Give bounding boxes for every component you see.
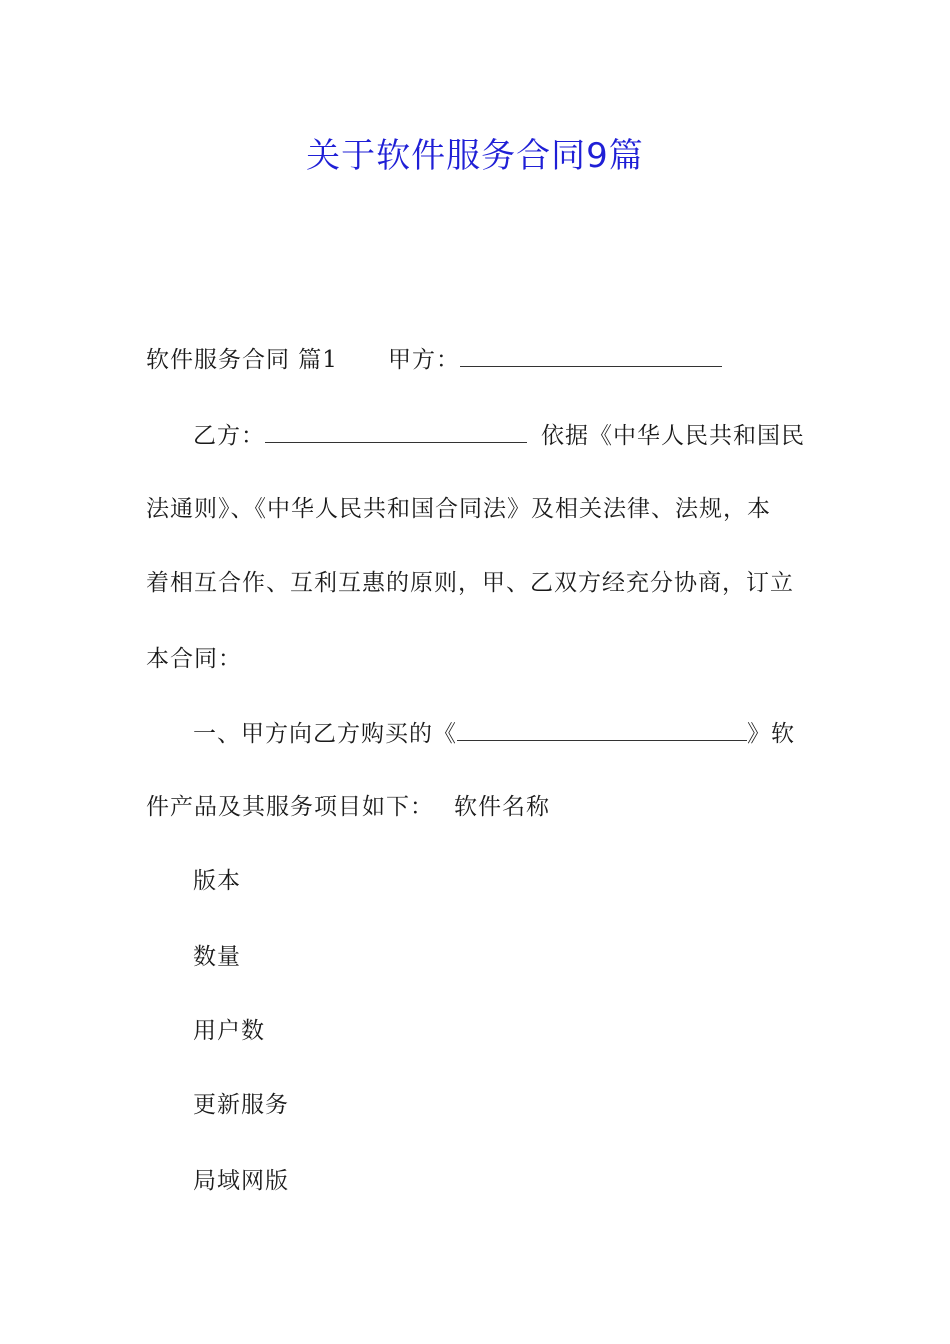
paragraph-text: 法通则》、《中华人民共和国合同法》及相关法律、法规，本: [146, 496, 771, 522]
paragraph-line-3: [146, 494, 771, 524]
clause-one-prefix: 一、甲方向乙方购买的《: [193, 721, 457, 747]
paragraph-line-7: [146, 792, 550, 822]
paragraph-text: 着相互合作、互利互惠的原则，甲、乙双方经充分协商，订立: [146, 570, 794, 596]
paragraph-text: 本合同：: [146, 646, 242, 672]
clause-one-suffix: 》软: [747, 721, 795, 747]
paragraph-text: 件产品及其服务项目如下：: [146, 794, 434, 820]
paragraph-line-2: [193, 420, 805, 451]
item-quantity: 数量: [193, 944, 241, 970]
document-title: 关于软件服务合同9篇: [306, 136, 644, 176]
item-software-name: 软件名称: [454, 794, 550, 820]
item-user-count: 用户数: [193, 1018, 265, 1044]
party-b-blank: [265, 420, 527, 443]
item-update-service: 更新服务: [193, 1092, 289, 1118]
paragraph-line-4: [146, 568, 794, 598]
item-lan-edition: 局域网版: [193, 1168, 289, 1194]
contract-heading: 软件服务合同 篇1: [146, 347, 338, 373]
paragraph-line-5: [146, 644, 242, 674]
party-b-label: 乙方：: [193, 423, 265, 449]
party-a-blank: [460, 344, 722, 367]
paragraph-line-6: [193, 718, 795, 749]
party-a-label: 甲方：: [387, 347, 460, 373]
paragraph-line-1: [146, 344, 722, 375]
software-name-blank: [457, 718, 747, 741]
paragraph-text: 依据《中华人民共和国民: [541, 423, 805, 449]
item-version: 版本: [193, 868, 241, 894]
